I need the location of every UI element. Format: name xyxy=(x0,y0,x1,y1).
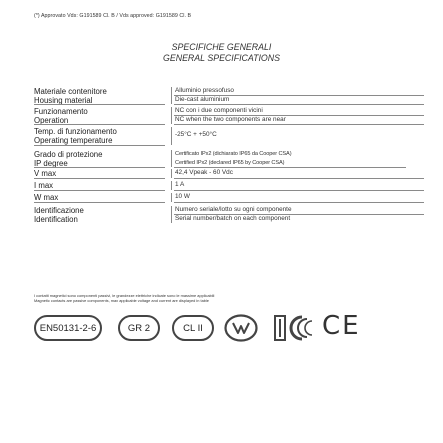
rule-vmax-right xyxy=(174,178,424,179)
certification-badges xyxy=(34,312,434,348)
label-italian: Funzionamento xyxy=(34,107,88,116)
rule-ip-right xyxy=(174,167,406,168)
spec-value-wmax: 10 W xyxy=(175,193,190,200)
ce-mark-icon: CE xyxy=(322,311,361,341)
rule-temperature-left xyxy=(34,145,165,146)
spec-value-vmax: 42,4 Vpeak - 60 Vdc xyxy=(175,169,233,176)
spec-label-identification xyxy=(34,206,164,224)
divider-imax xyxy=(171,181,172,190)
label-english: Identification xyxy=(34,215,78,224)
divider-ip xyxy=(171,150,172,167)
divider-housing xyxy=(171,87,172,104)
imq-mark-icon xyxy=(274,315,318,341)
spec-label-operation xyxy=(34,107,164,125)
footnote-italian: I contatti magnetici sono componenti passivi, le grandezze elettriche indicate sono le massime applicabili xyxy=(34,293,215,298)
rule-wmax-right xyxy=(174,202,424,203)
imq-circle-icon xyxy=(224,314,258,342)
footnote xyxy=(34,293,214,303)
label-italian: Grado di protezione xyxy=(34,150,103,159)
value-english: Die-cast aluminium xyxy=(175,95,230,103)
approval-line: (*) Approvato Vds: G191589 Cl. B / Vds approved: G191589 Cl. B xyxy=(34,13,192,19)
badge-en50131: EN50131-2-6 xyxy=(34,315,102,341)
footnote-english: Magnetic contacts are passive components, max applicable voltage and current are displayed in table xyxy=(34,298,209,304)
title-english: GENERAL SPECIFICATIONS xyxy=(163,53,280,63)
spec-value-ip-degree xyxy=(175,150,423,167)
value-italian: Certificato IPx2 (dichiarato IP65 da Cooper CSA) xyxy=(175,151,292,157)
divider-operation xyxy=(171,107,172,124)
value-italian: Alluminio pressofuso xyxy=(175,87,234,94)
label-english: Operating temperature xyxy=(34,136,113,145)
rule-housing-right xyxy=(174,104,424,105)
rule-imax-right xyxy=(174,190,424,191)
label-italian: Temp. di funzionamento xyxy=(34,127,117,136)
spec-value-imax: 1 A xyxy=(175,181,185,188)
rule-operation-left xyxy=(34,124,165,125)
badge-class: CL II xyxy=(172,315,214,341)
label-english: Operation xyxy=(34,116,69,125)
badge-grade: GR 2 xyxy=(118,315,160,341)
value-english: NC when the two components are near xyxy=(175,115,286,123)
divider-vmax xyxy=(171,169,172,178)
spec-value-temperature: -25°C + +50°C xyxy=(175,131,217,138)
rule-identification-mid xyxy=(174,214,424,215)
label-italian: Identificazione xyxy=(34,206,84,215)
value-italian: Numero seriale/lotto su ogni componente xyxy=(175,206,292,213)
title-italian: SPECIFICHE GENERALI xyxy=(171,42,272,52)
divider-identification xyxy=(171,206,172,223)
spec-label-imax: I max xyxy=(34,181,54,190)
label-italian: Materiale contenitore xyxy=(34,87,107,96)
spec-label-housing xyxy=(34,87,164,105)
spec-label-ip-degree xyxy=(34,150,164,168)
label-english: IP degree xyxy=(34,159,68,168)
spec-label-wmax: W max xyxy=(34,193,59,202)
rule-wmax-left xyxy=(34,202,165,203)
spec-label-temperature xyxy=(34,127,164,145)
rule-imax-left xyxy=(34,190,165,191)
rule-ip-left xyxy=(34,167,165,168)
divider-wmax xyxy=(171,193,172,202)
spec-label-vmax: V max xyxy=(34,169,57,178)
rule-operation-right xyxy=(174,124,424,125)
rule-housing-mid xyxy=(174,95,424,96)
value-english: Serial number/batch on each component xyxy=(175,214,291,222)
label-english: Housing material xyxy=(34,96,93,105)
divider-temperature xyxy=(171,127,172,145)
rule-vmax-left xyxy=(34,178,165,179)
value-english: Certified IPx2 (declared IP65 by Cooper CSA) xyxy=(175,159,285,166)
value-italian: NC con i due componenti vicini xyxy=(175,107,263,114)
rule-housing-left xyxy=(34,104,165,105)
rule-operation-mid xyxy=(174,115,424,116)
